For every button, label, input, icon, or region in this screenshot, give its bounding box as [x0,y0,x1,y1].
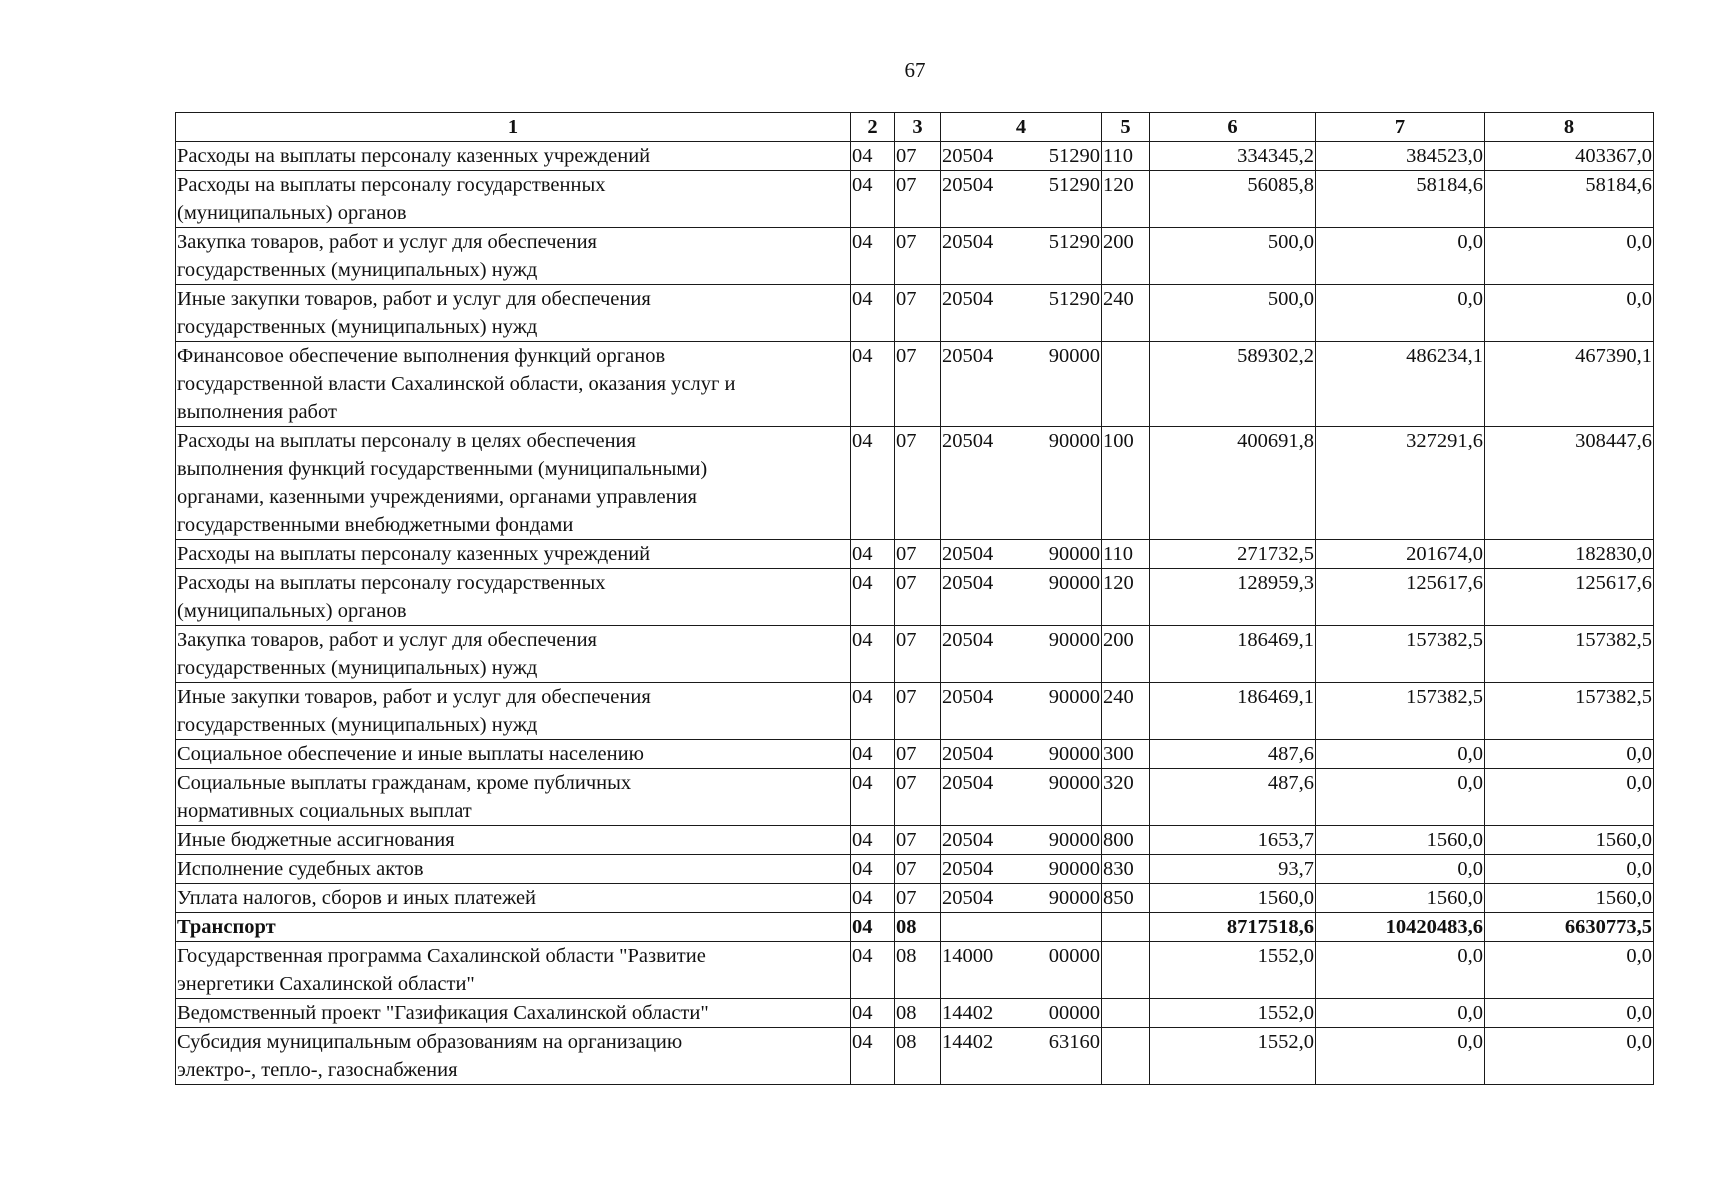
table-row [176,228,1654,285]
amount-col-6: 589302,2 [1150,342,1316,427]
row-name: Расходы на выплаты персоналу казенных учреждений [176,142,851,171]
amount-col-6: 400691,8 [1150,427,1316,540]
expense-type-code [1102,999,1150,1028]
expense-type-code: 200 [1102,228,1150,285]
target-article-code-parts [942,228,1100,256]
amount-col-6: 1653,7 [1150,826,1316,855]
subsection-code: 08 [895,913,941,942]
header-col-8: 8 [1485,113,1654,142]
amount-col-6: 487,6 [1150,769,1316,826]
target-article-direction: 90000 [1048,829,1100,851]
row-name: Уплата налогов, сборов и иных платежей [176,884,851,913]
header-col-2: 2 [851,113,895,142]
budget-table [175,112,1654,1085]
expense-type-code: 200 [1102,626,1150,683]
target-article-program: 14000 [942,945,994,967]
section-code: 04 [851,342,895,427]
subsection-code: 07 [895,142,941,171]
amount-col-6: 186469,1 [1150,683,1316,740]
amount-col-8: 6630773,5 [1485,913,1654,942]
target-article-direction: 90000 [1048,345,1100,367]
amount-col-6: 128959,3 [1150,569,1316,626]
row-name: Социальные выплаты гражданам, кроме публичных нормативных социальных выплат [176,769,851,826]
expense-type-code: 850 [1102,884,1150,913]
target-article-code-parts [942,342,1100,370]
amount-col-8: 0,0 [1485,942,1654,999]
expense-type-code: 300 [1102,740,1150,769]
table-row [176,285,1654,342]
expense-type-code: 240 [1102,683,1150,740]
target-article-program: 20504 [942,829,994,851]
amount-col-8: 125617,6 [1485,569,1654,626]
target-article-code [941,1028,1102,1085]
section-code: 04 [851,683,895,740]
header-col-5: 5 [1102,113,1150,142]
target-article-program: 20504 [942,231,994,253]
subsection-code: 07 [895,427,941,540]
section-code: 04 [851,427,895,540]
amount-col-8: 182830,0 [1485,540,1654,569]
amount-col-7: 486234,1 [1316,342,1485,427]
table-row [176,855,1654,884]
subsection-code: 07 [895,342,941,427]
table-row [176,342,1654,427]
table-row [176,569,1654,626]
target-article-direction: 00000 [1048,1002,1100,1024]
amount-col-8: 0,0 [1485,740,1654,769]
header-col-1: 1 [176,113,851,142]
row-name: Государственная программа Сахалинской области "Развитие энергетики Сахалинской области" [176,942,851,999]
amount-col-6: 271732,5 [1150,540,1316,569]
target-article-direction: 90000 [1048,772,1100,794]
amount-col-7: 1560,0 [1316,884,1485,913]
row-name: Закупка товаров, работ и услуг для обеспечения государственных (муниципальных) нужд [176,228,851,285]
target-article-code-parts [942,740,1100,768]
amount-col-8: 0,0 [1485,228,1654,285]
row-name: Ведомственный проект "Газификация Сахалинской области" [176,999,851,1028]
header-col-3: 3 [895,113,941,142]
target-article-direction: 51290 [1048,145,1100,167]
amount-col-6: 186469,1 [1150,626,1316,683]
target-article-direction: 51290 [1048,288,1100,310]
row-name: Расходы на выплаты персоналу в целях обеспечения выполнения функций государственными (муниципальными) органами, казенными учреждениями, органами управления государственными внебюджетными фондами [176,427,851,540]
target-article-code-parts [942,999,1100,1027]
target-article-code [941,228,1102,285]
section-code: 04 [851,740,895,769]
amount-col-7: 10420483,6 [1316,913,1485,942]
target-article-program: 20504 [942,686,994,708]
target-article-direction: 00000 [1048,945,1100,967]
amount-col-7: 1560,0 [1316,826,1485,855]
row-name: Исполнение судебных актов [176,855,851,884]
section-code: 04 [851,769,895,826]
subsection-code: 07 [895,569,941,626]
target-article-code-parts [942,540,1100,568]
table-row [176,769,1654,826]
expense-type-code: 100 [1102,427,1150,540]
row-name: Расходы на выплаты персоналу государственных (муниципальных) органов [176,569,851,626]
amount-col-7: 0,0 [1316,855,1485,884]
expense-type-code [1102,342,1150,427]
expense-type-code: 110 [1102,540,1150,569]
amount-col-8: 157382,5 [1485,683,1654,740]
section-code: 04 [851,942,895,999]
amount-col-6: 1552,0 [1150,999,1316,1028]
section-code: 04 [851,884,895,913]
target-article-direction: 90000 [1048,430,1100,452]
section-code: 04 [851,999,895,1028]
table-body [176,142,1654,1085]
amount-col-8: 157382,5 [1485,626,1654,683]
header-col-7: 7 [1316,113,1485,142]
expense-type-code: 320 [1102,769,1150,826]
table-row [176,427,1654,540]
amount-col-7: 157382,5 [1316,683,1485,740]
target-article-code [941,942,1102,999]
amount-col-8: 403367,0 [1485,142,1654,171]
expense-type-code: 120 [1102,171,1150,228]
section-code: 04 [851,569,895,626]
target-article-code [941,740,1102,769]
target-article-code [941,342,1102,427]
header-col-4: 4 [941,113,1102,142]
target-article-code-parts [942,569,1100,597]
table-row [176,884,1654,913]
amount-col-6: 500,0 [1150,228,1316,285]
target-article-code-parts [942,626,1100,654]
row-name: Расходы на выплаты персоналу государственных (муниципальных) органов [176,171,851,228]
amount-col-6: 1552,0 [1150,1028,1316,1085]
target-article-program: 20504 [942,174,994,196]
amount-col-7: 384523,0 [1316,142,1485,171]
target-article-code-parts [942,942,1100,970]
target-article-code [941,826,1102,855]
header-row [176,113,1654,142]
amount-col-7: 0,0 [1316,999,1485,1028]
target-article-code-parts [942,427,1100,455]
target-article-program: 20504 [942,145,994,167]
target-article-code-parts [942,171,1100,199]
amount-col-6: 487,6 [1150,740,1316,769]
subsection-code: 08 [895,942,941,999]
amount-col-8: 0,0 [1485,1028,1654,1085]
amount-col-8: 0,0 [1485,855,1654,884]
target-article-code [941,540,1102,569]
target-article-code [941,855,1102,884]
table-row [176,942,1654,999]
target-article-code [941,769,1102,826]
subsection-code: 07 [895,826,941,855]
table-row [176,171,1654,228]
section-code: 04 [851,171,895,228]
table-row [176,826,1654,855]
row-name: Расходы на выплаты персоналу казенных учреждений [176,540,851,569]
subsection-code: 07 [895,540,941,569]
target-article-code [941,999,1102,1028]
amount-col-7: 0,0 [1316,769,1485,826]
target-article-direction: 90000 [1048,572,1100,594]
section-code: 04 [851,913,895,942]
amount-col-8: 308447,6 [1485,427,1654,540]
section-code: 04 [851,285,895,342]
target-article-program: 20504 [942,288,994,310]
amount-col-8: 1560,0 [1485,826,1654,855]
page-number: 67 [904,58,926,82]
section-code: 04 [851,142,895,171]
table-row [176,626,1654,683]
amount-col-7: 157382,5 [1316,626,1485,683]
expense-type-code: 240 [1102,285,1150,342]
target-article-direction: 90000 [1048,543,1100,565]
table-row [176,999,1654,1028]
amount-col-7: 125617,6 [1316,569,1485,626]
target-article-code [941,913,1102,942]
target-article-direction: 51290 [1048,174,1100,196]
subsection-code: 07 [895,884,941,913]
table-row [176,740,1654,769]
target-article-program: 20504 [942,629,994,651]
section-code: 04 [851,540,895,569]
expense-type-code: 830 [1102,855,1150,884]
target-article-program: 14402 [942,1031,994,1053]
table-row [176,1028,1654,1085]
target-article-direction: 90000 [1048,858,1100,880]
amount-col-7: 327291,6 [1316,427,1485,540]
amount-col-7: 0,0 [1316,740,1485,769]
target-article-code-parts [942,285,1100,313]
target-article-code-parts [942,683,1100,711]
target-article-program: 20504 [942,572,994,594]
target-article-program: 20504 [942,772,994,794]
amount-col-8: 0,0 [1485,999,1654,1028]
amount-col-8: 467390,1 [1485,342,1654,427]
amount-col-6: 334345,2 [1150,142,1316,171]
subsection-code: 07 [895,769,941,826]
subsection-code: 07 [895,626,941,683]
table-row [176,683,1654,740]
row-name: Субсидия муниципальным образованиям на организацию электро-, тепло-, газоснабжения [176,1028,851,1085]
amount-col-6: 56085,8 [1150,171,1316,228]
row-name: Закупка товаров, работ и услуг для обеспечения государственных (муниципальных) нужд [176,626,851,683]
target-article-code [941,285,1102,342]
target-article-code [941,626,1102,683]
amount-col-6: 500,0 [1150,285,1316,342]
target-article-program: 20504 [942,345,994,367]
target-article-code-parts [942,855,1100,883]
target-article-code [941,427,1102,540]
amount-col-7: 58184,6 [1316,171,1485,228]
amount-col-6: 1552,0 [1150,942,1316,999]
section-code: 04 [851,826,895,855]
row-name: Транспорт [176,913,851,942]
row-name: Финансовое обеспечение выполнения функций органов государственной власти Сахалинской области, оказания услуг и выполнения работ [176,342,851,427]
target-article-direction: 63160 [1048,1031,1100,1053]
subsection-code: 07 [895,855,941,884]
expense-type-code: 110 [1102,142,1150,171]
row-name: Социальное обеспечение и иные выплаты населению [176,740,851,769]
target-article-code-parts [942,142,1100,170]
table-row [176,913,1654,942]
amount-col-7: 0,0 [1316,228,1485,285]
expense-type-code [1102,1028,1150,1085]
subsection-code: 08 [895,999,941,1028]
amount-col-8: 1560,0 [1485,884,1654,913]
target-article-program: 20504 [942,543,994,565]
subsection-code: 08 [895,1028,941,1085]
target-article-program: 20504 [942,743,994,765]
table-row [176,540,1654,569]
row-name: Иные закупки товаров, работ и услуг для обеспечения государственных (муниципальных) нужд [176,683,851,740]
subsection-code: 07 [895,171,941,228]
target-article-program: 14402 [942,1002,994,1024]
target-article-code [941,683,1102,740]
amount-col-8: 0,0 [1485,285,1654,342]
amount-col-8: 58184,6 [1485,171,1654,228]
section-code: 04 [851,228,895,285]
section-code: 04 [851,626,895,683]
amount-col-7: 0,0 [1316,1028,1485,1085]
section-code: 04 [851,1028,895,1085]
subsection-code: 07 [895,285,941,342]
target-article-code-parts [942,826,1100,854]
row-name: Иные закупки товаров, работ и услуг для обеспечения государственных (муниципальных) нужд [176,285,851,342]
subsection-code: 07 [895,683,941,740]
amount-col-6: 1560,0 [1150,884,1316,913]
expense-type-code: 120 [1102,569,1150,626]
target-article-code [941,171,1102,228]
header-col-6: 6 [1150,113,1316,142]
target-article-code [941,884,1102,913]
section-code: 04 [851,855,895,884]
expense-type-code [1102,942,1150,999]
amount-col-7: 0,0 [1316,942,1485,999]
target-article-code-parts [942,884,1100,912]
target-article-code [941,569,1102,626]
target-article-code [941,142,1102,171]
subsection-code: 07 [895,228,941,285]
target-article-program: 20504 [942,430,994,452]
table-row [176,142,1654,171]
amount-col-6: 93,7 [1150,855,1316,884]
expense-type-code [1102,913,1150,942]
target-article-code-parts [942,769,1100,797]
target-article-program: 20504 [942,858,994,880]
target-article-program: 20504 [942,887,994,909]
target-article-direction: 51290 [1048,231,1100,253]
target-article-direction: 90000 [1048,743,1100,765]
expense-type-code: 800 [1102,826,1150,855]
target-article-direction: 90000 [1048,686,1100,708]
row-name: Иные бюджетные ассигнования [176,826,851,855]
target-article-direction: 90000 [1048,629,1100,651]
target-article-direction: 90000 [1048,887,1100,909]
amount-col-7: 201674,0 [1316,540,1485,569]
amount-col-6: 8717518,6 [1150,913,1316,942]
target-article-code-parts [942,1028,1100,1056]
amount-col-7: 0,0 [1316,285,1485,342]
amount-col-8: 0,0 [1485,769,1654,826]
subsection-code: 07 [895,740,941,769]
